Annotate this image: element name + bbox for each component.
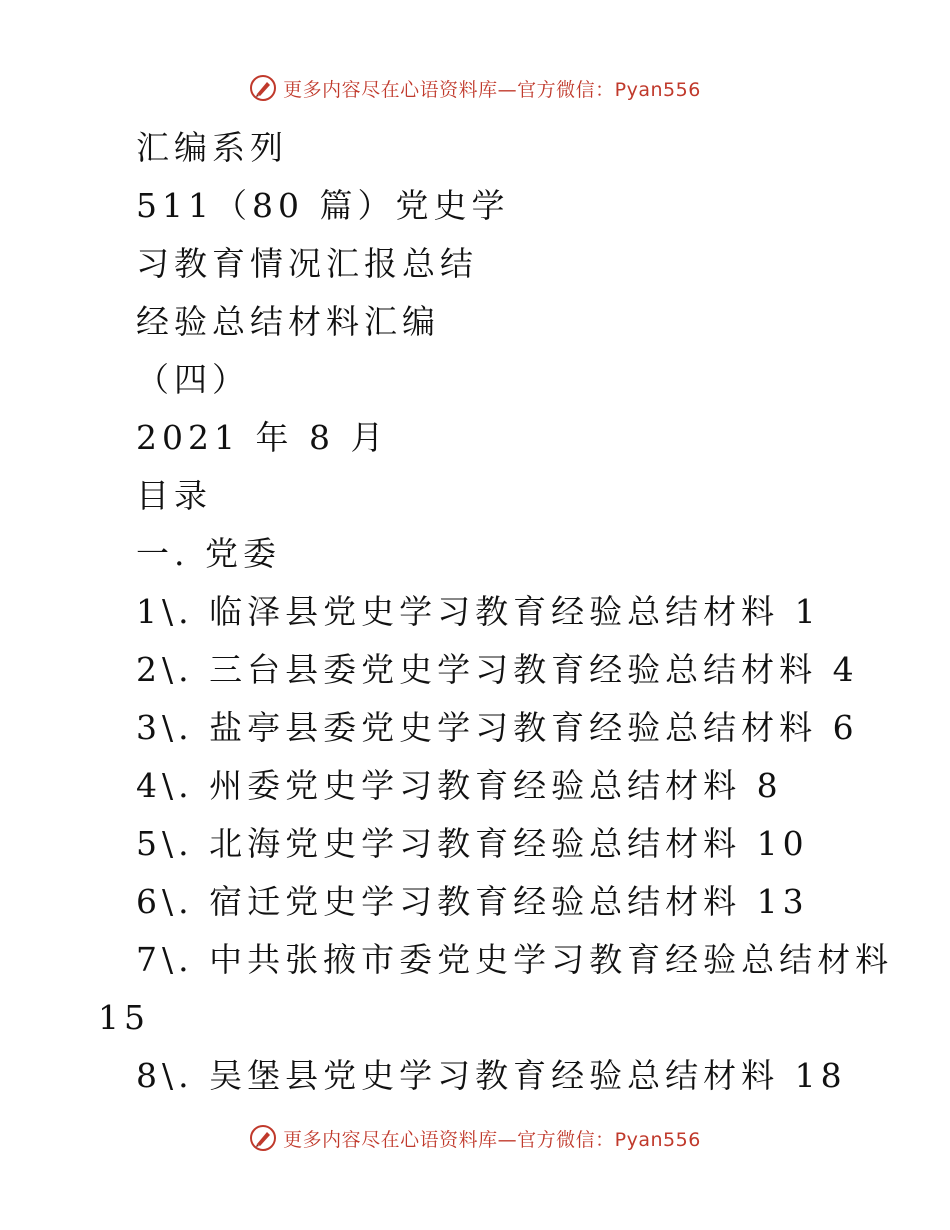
watermark-text: 更多内容尽在心语资料库—官方微信：Pyan556: [283, 1128, 701, 1151]
watermark-bottom: [0, 1124, 950, 1152]
doc-line-date: 2021 年 8 月: [136, 418, 389, 457]
toc-entry: 2\. 三台县委党史学习教育经验总结材料 4: [136, 650, 859, 689]
toc-entry: 8\. 吴堡县党史学习教育经验总结材料 18: [136, 1056, 847, 1095]
doc-line-title-3: 经验总结材料汇编: [136, 302, 440, 341]
toc-entry: 3\. 盐亭县委党史学习教育经验总结材料 6: [136, 708, 859, 747]
doc-line-title-1: 511（80 篇）党史学: [136, 186, 510, 225]
toc-entry: 4\. 州委党史学习教育经验总结材料 8: [136, 766, 783, 805]
toc-entry: 5\. 北海党史学习教育经验总结材料 10: [136, 824, 809, 863]
watermark-text: 更多内容尽在心语资料库—官方微信：Pyan556: [283, 78, 701, 101]
doc-line-volume: （四）: [136, 360, 250, 399]
toc-entry: 6\. 宿迁党史学习教育经验总结材料 13: [136, 882, 809, 921]
toc-entry: 7\. 中共张掖市委党史学习教育经验总结材料: [136, 940, 894, 979]
doc-line-series: 汇编系列: [136, 128, 288, 167]
toc-heading: 目录: [136, 476, 212, 515]
toc-entry: 1\. 临泽县党史学习教育经验总结材料 1: [136, 592, 821, 631]
toc-entry-page-continuation: 15: [98, 998, 150, 1037]
watermark-top: [0, 74, 950, 102]
toc-section-heading: 一. 党委: [136, 534, 281, 573]
doc-line-title-2: 习教育情况汇报总结: [136, 244, 478, 283]
pen-logo-icon: [249, 1124, 277, 1152]
pen-logo-icon: [249, 74, 277, 102]
